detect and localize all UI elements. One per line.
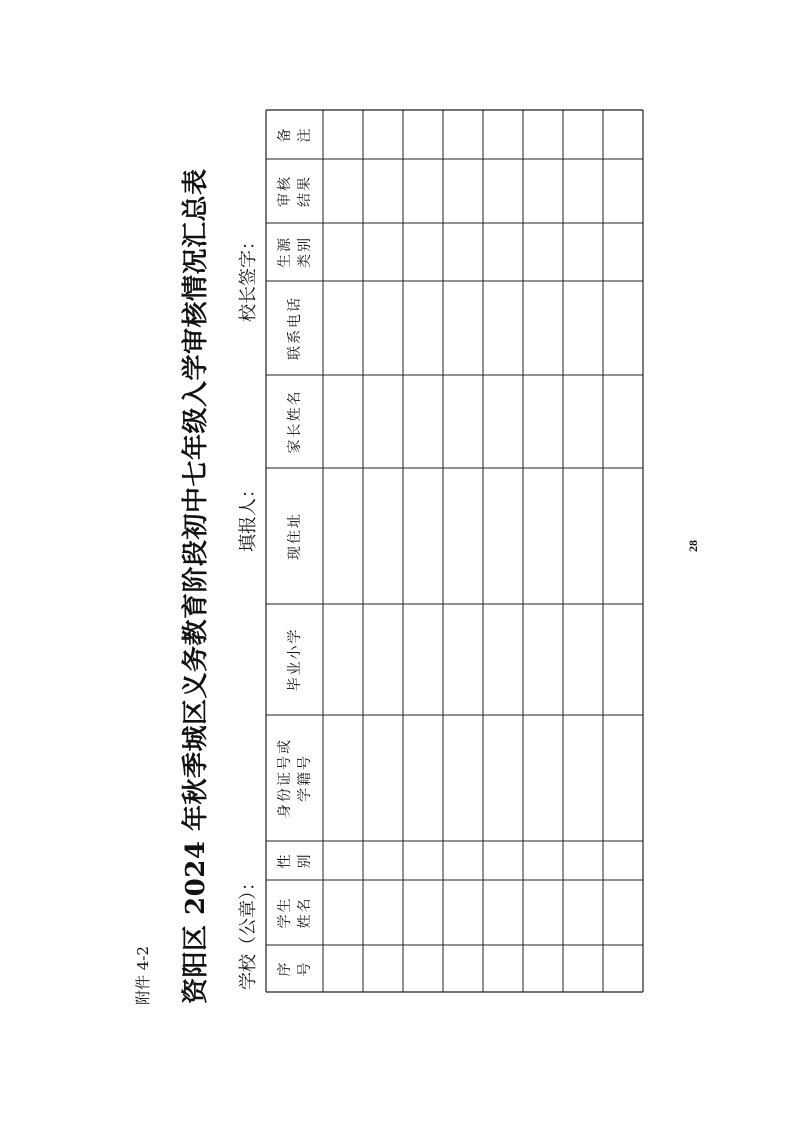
table-header-cell [266, 281, 323, 375]
principal-signature-label: 校长签字： [238, 232, 259, 322]
school-seal-label: 学校（公章）： [238, 873, 259, 990]
header-line-1: 性 [276, 852, 293, 869]
header-line-2: 别 [296, 852, 313, 869]
filler-label: 填报人： [238, 480, 259, 552]
table-header-cell [266, 110, 323, 159]
header-line-2: 姓名 [296, 896, 313, 929]
header-line-2: 类别 [296, 236, 313, 268]
page-title: 资阳区 2024 年秋季城区义务教育阶段初中七年级入学审核情况汇总表 [181, 168, 211, 1004]
table-header-cell [266, 604, 323, 715]
table-header-cell [266, 375, 323, 468]
header-line-2: 注 [296, 126, 313, 143]
table-header-cell [266, 880, 323, 945]
header-line-1: 备 [276, 126, 293, 143]
table-header-cell [266, 468, 323, 604]
table-header-cell [266, 223, 323, 281]
header-line-1: 家长姓名 [286, 389, 303, 454]
page-number: 28 [686, 540, 700, 552]
header-line-1: 联系电话 [286, 296, 303, 360]
table-header-cell [266, 841, 323, 880]
table-header-cell [266, 715, 323, 841]
header-line-1: 学生 [276, 896, 293, 929]
header-line-1: 身份证号或 [276, 738, 293, 818]
attachment-label: 附件 4-2 [134, 946, 152, 1005]
header-line-1: 毕业小学 [286, 627, 303, 692]
header-line-2: 结果 [296, 175, 313, 207]
header-line-1: 生源 [276, 236, 293, 268]
header-line-1: 现住址 [286, 512, 303, 560]
table-header-cell [266, 159, 323, 223]
header-line-1: 审核 [276, 175, 293, 207]
header-line-2: 学籍号 [296, 754, 313, 802]
table-header-cell [266, 945, 323, 992]
header-line-1: 序 [276, 960, 293, 977]
header-line-2: 号 [296, 960, 313, 977]
